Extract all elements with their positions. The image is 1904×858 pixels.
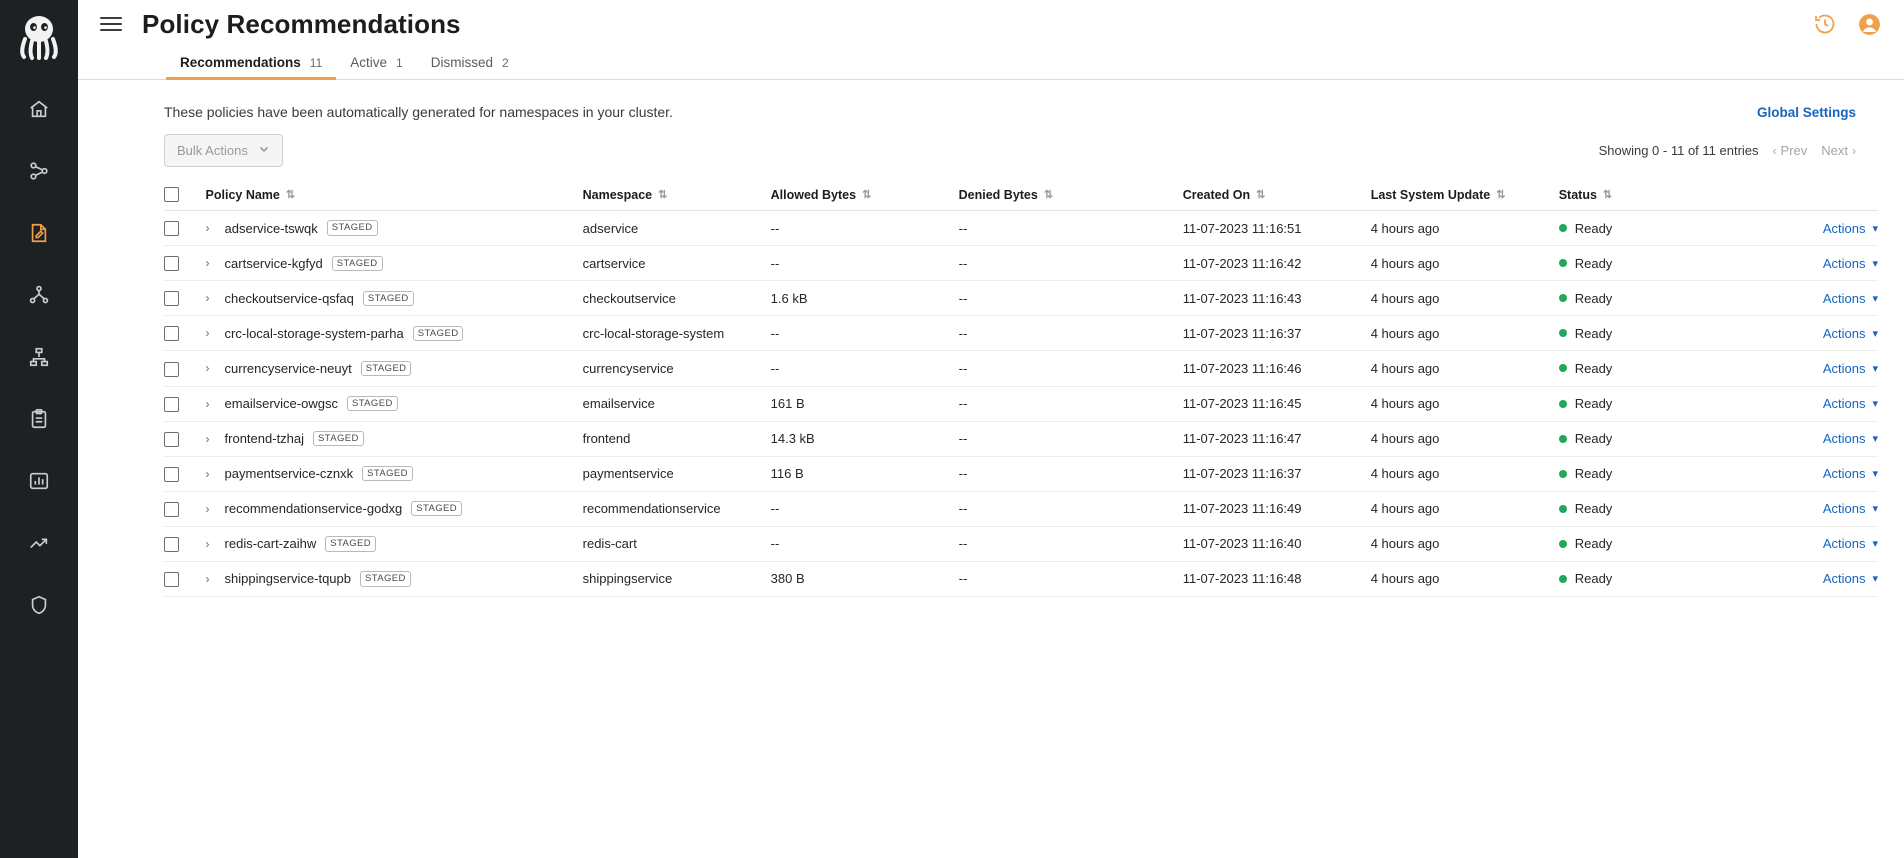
last-system-update-cell: 4 hours ago: [1371, 526, 1559, 561]
row-select-cell: [164, 316, 206, 351]
table-row: [164, 386, 1878, 421]
tab-bar: [78, 44, 1904, 80]
tab-recommendations-count: 11: [309, 56, 323, 70]
status-label: Ready: [1574, 431, 1613, 447]
row-actions-button[interactable]: [1747, 396, 1878, 411]
actions-cell: [1747, 386, 1878, 421]
policy-name-cell: [206, 351, 583, 386]
actions-cell: [1747, 491, 1878, 526]
status-cell: [1559, 561, 1747, 596]
sidebar-item-analytics[interactable]: [16, 458, 62, 504]
actions-cell: [1747, 316, 1878, 351]
row-checkbox[interactable]: [164, 467, 179, 482]
actions-cell: [1747, 526, 1878, 561]
chevron-left-icon: ‹: [1772, 143, 1777, 158]
sort-icon[interactable]: ⇅: [1496, 189, 1505, 202]
column-status-label: Status: [1558, 187, 1597, 202]
chevron-right-icon: ›: [1852, 143, 1856, 158]
column-actions: [1747, 181, 1878, 211]
denied-bytes-cell: --: [959, 456, 1183, 491]
table-row: [164, 351, 1878, 386]
namespace-cell: adservice: [583, 211, 771, 246]
status-label: Ready: [1574, 536, 1613, 552]
policy-name-cell: [206, 421, 583, 456]
status-dot: [1559, 435, 1567, 443]
status-label: Ready: [1574, 466, 1613, 482]
table-row: [164, 491, 1878, 526]
namespace-cell: currencyservice: [583, 351, 771, 386]
row-actions-button[interactable]: [1747, 501, 1878, 516]
status-badge-staged: STAGED: [325, 536, 376, 552]
expand-row-icon[interactable]: ›: [205, 431, 210, 446]
actions-cell: [1747, 456, 1878, 491]
sidebar-item-security[interactable]: [16, 582, 62, 628]
policy-name-cell: [206, 561, 583, 596]
chart-bar-icon: [28, 470, 50, 492]
chevron-down-icon: ▾: [1872, 503, 1878, 516]
entries-count: Showing 0 - 11 of 11 entries: [1598, 143, 1759, 158]
created-on-cell: 11-07-2023 11:16:40: [1183, 526, 1371, 561]
allowed-bytes-cell: 1.6 kB: [771, 281, 959, 316]
policy-name-label: paymentservice-cznxk: [224, 466, 354, 482]
column-allowed-bytes[interactable]: [771, 181, 959, 211]
allowed-bytes-cell: 116 B: [771, 456, 959, 491]
page-title: Policy Recommendations: [142, 9, 461, 39]
created-on-cell: 11-07-2023 11:16:47: [1183, 421, 1371, 456]
status-label: Ready: [1574, 360, 1613, 376]
status-cell: [1559, 386, 1747, 421]
status-badge-staged: STAGED: [347, 396, 398, 412]
column-denied-bytes-label: Denied Bytes: [958, 187, 1038, 202]
policy-name-cell: [206, 246, 583, 281]
row-select-cell: [164, 491, 206, 526]
tab-dismissed-count: 2: [501, 56, 509, 70]
status-cell: [1559, 491, 1747, 526]
namespace-cell: shippingservice: [583, 561, 771, 596]
policy-name-cell: [206, 211, 583, 246]
table-row: [164, 526, 1878, 561]
row-actions-button[interactable]: [1747, 361, 1878, 376]
table-header: [164, 181, 1878, 211]
sidebar-item-inventory[interactable]: [16, 334, 62, 380]
status-badge-staged: STAGED: [360, 571, 411, 587]
row-select-cell: [164, 351, 206, 386]
status-dot: [1559, 294, 1567, 302]
row-actions-label: Actions: [1822, 255, 1866, 271]
policy-name-label: crc-local-storage-system-parha: [224, 325, 404, 341]
expand-row-icon[interactable]: ›: [205, 221, 210, 236]
last-system-update-cell: 4 hours ago: [1371, 386, 1559, 421]
denied-bytes-cell: --: [959, 211, 1183, 246]
policy-name-cell: [206, 491, 583, 526]
sidebar-item-trends[interactable]: [16, 520, 62, 566]
trending-up-icon: [28, 532, 50, 554]
status-dot: [1559, 364, 1567, 372]
last-system-update-cell: 4 hours ago: [1371, 456, 1559, 491]
account-circle-icon[interactable]: [1856, 11, 1882, 37]
namespace-cell: emailservice: [583, 386, 771, 421]
denied-bytes-cell: --: [959, 491, 1183, 526]
denied-bytes-cell: --: [959, 246, 1183, 281]
status-badge-staged: STAGED: [413, 326, 464, 342]
select-all-header: [164, 181, 206, 211]
column-created-on[interactable]: [1183, 181, 1371, 211]
sort-icon[interactable]: ⇅: [1256, 189, 1265, 202]
expand-row-icon[interactable]: ›: [205, 396, 210, 411]
chevron-down-icon: ▾: [1872, 327, 1878, 340]
status-label: Ready: [1574, 290, 1613, 306]
namespace-cell: redis-cart: [583, 526, 771, 561]
page-description: These policies have been automatically generated for namespaces in your cluster.: [164, 104, 673, 120]
allowed-bytes-cell: --: [771, 211, 959, 246]
sidebar-item-reports[interactable]: [16, 396, 62, 442]
column-created-on-label: Created On: [1182, 187, 1251, 202]
status-badge-staged: STAGED: [332, 256, 383, 272]
policy-name-label: recommendationservice-godxg: [224, 501, 403, 517]
network-node-icon: [28, 160, 50, 182]
allowed-bytes-cell: 14.3 kB: [771, 421, 959, 456]
row-actions-label: Actions: [1822, 290, 1866, 306]
last-system-update-cell: 4 hours ago: [1371, 281, 1559, 316]
chevron-down-icon: ▾: [1872, 433, 1878, 446]
last-system-update-cell: 4 hours ago: [1371, 421, 1559, 456]
expand-row-icon[interactable]: ›: [205, 466, 210, 481]
allowed-bytes-cell: --: [771, 246, 959, 281]
created-on-cell: 11-07-2023 11:16:49: [1183, 491, 1371, 526]
row-actions-label: Actions: [1822, 396, 1866, 412]
status-cell: [1559, 211, 1747, 246]
row-select-cell: [164, 456, 206, 491]
status-cell: [1559, 526, 1747, 561]
status-badge-staged: STAGED: [362, 466, 413, 482]
policy-name-cell: [206, 456, 583, 491]
policy-name-label: shippingservice-tqupb: [224, 571, 351, 587]
actions-cell: [1747, 421, 1878, 456]
tab-recommendations-label: Recommendations: [180, 55, 301, 70]
last-system-update-cell: 4 hours ago: [1371, 246, 1559, 281]
last-system-update-cell: 4 hours ago: [1371, 491, 1559, 526]
created-on-cell: 11-07-2023 11:16:42: [1183, 246, 1371, 281]
expand-row-icon[interactable]: ›: [205, 326, 210, 341]
chevron-down-icon: ▾: [1872, 468, 1878, 481]
policy-name-label: currencyservice-neuyt: [224, 360, 352, 376]
status-dot: [1559, 505, 1567, 513]
row-checkbox[interactable]: [164, 256, 179, 271]
prev-page-label: Prev: [1780, 143, 1808, 158]
policy-name-cell: [206, 281, 583, 316]
row-actions-label: Actions: [1822, 501, 1866, 517]
table-row: [164, 246, 1878, 281]
created-on-cell: 11-07-2023 11:16:37: [1183, 456, 1371, 491]
row-checkbox[interactable]: [164, 326, 179, 341]
row-checkbox[interactable]: [164, 397, 179, 412]
column-denied-bytes[interactable]: [959, 181, 1183, 211]
expand-row-icon[interactable]: ›: [205, 571, 210, 586]
tab-dismissed[interactable]: [417, 44, 523, 79]
allowed-bytes-cell: 161 B: [771, 386, 959, 421]
column-policy-name-label: Policy Name: [205, 187, 280, 202]
sort-icon[interactable]: ⇅: [285, 189, 295, 202]
row-checkbox[interactable]: [164, 291, 179, 306]
created-on-cell: 11-07-2023 11:16:37: [1183, 316, 1371, 351]
global-settings-link[interactable]: Global Settings: [1756, 104, 1856, 120]
namespace-cell: checkoutservice: [583, 281, 771, 316]
table-row: [164, 211, 1878, 246]
created-on-cell: 11-07-2023 11:16:48: [1183, 561, 1371, 596]
allowed-bytes-cell: 380 B: [771, 561, 959, 596]
row-actions-label: Actions: [1822, 466, 1866, 482]
status-label: Ready: [1574, 325, 1613, 341]
status-label: Ready: [1574, 220, 1613, 236]
status-badge-staged: STAGED: [313, 431, 364, 447]
denied-bytes-cell: --: [959, 561, 1183, 596]
chevron-down-icon: ▾: [1872, 573, 1878, 586]
policy-table: [164, 181, 1878, 597]
row-actions-label: Actions: [1822, 325, 1866, 341]
status-label: Ready: [1574, 255, 1613, 271]
hamburger-menu-icon[interactable]: [100, 11, 126, 37]
chevron-down-icon: ▾: [1872, 538, 1878, 551]
tab-active[interactable]: [336, 44, 416, 79]
share-nodes-icon: [28, 284, 50, 306]
sort-icon[interactable]: ⇅: [1043, 189, 1053, 202]
policy-name-label: emailservice-owgsc: [224, 396, 338, 412]
status-dot: [1559, 329, 1567, 337]
policy-name-cell: [206, 316, 583, 351]
row-actions-button[interactable]: [1747, 431, 1878, 446]
last-system-update-cell: 4 hours ago: [1371, 351, 1559, 386]
column-namespace-label: Namespace: [582, 187, 653, 202]
chevron-down-icon: ▾: [1872, 257, 1878, 270]
status-dot: [1559, 259, 1567, 267]
row-actions-button[interactable]: [1747, 326, 1878, 341]
status-cell: [1559, 456, 1747, 491]
status-dot: [1559, 224, 1567, 232]
column-allowed-bytes-label: Allowed Bytes: [770, 187, 857, 202]
row-checkbox[interactable]: [164, 362, 179, 377]
clipboard-list-icon: [28, 408, 50, 430]
policy-name-label: frontend-tzhaj: [224, 431, 305, 447]
actions-cell: [1747, 561, 1878, 596]
actions-cell: [1747, 351, 1878, 386]
row-select-cell: [164, 386, 206, 421]
status-cell: [1559, 421, 1747, 456]
row-actions-button[interactable]: [1747, 536, 1878, 551]
sidebar-item-policies[interactable]: [16, 210, 62, 256]
column-last-system-update-label: Last System Update: [1370, 187, 1491, 202]
chevron-down-icon: ▾: [1872, 362, 1878, 375]
actions-cell: [1747, 281, 1878, 316]
sitemap-icon: [28, 346, 50, 368]
denied-bytes-cell: --: [959, 316, 1183, 351]
policy-table-container: [78, 167, 1904, 597]
status-label: Ready: [1574, 501, 1613, 517]
row-checkbox[interactable]: [164, 502, 179, 517]
row-checkbox[interactable]: [164, 221, 179, 236]
row-actions-button[interactable]: [1747, 571, 1878, 586]
next-page-button[interactable]: [1821, 143, 1856, 158]
table-row: [164, 281, 1878, 316]
row-actions-label: Actions: [1822, 571, 1866, 587]
namespace-cell: recommendationservice: [583, 491, 771, 526]
main-content: [78, 0, 1904, 858]
tab-dismissed-label: Dismissed: [430, 55, 493, 70]
row-checkbox[interactable]: [164, 572, 179, 587]
last-system-update-cell: 4 hours ago: [1371, 561, 1559, 596]
chevron-down-icon: ▾: [1872, 292, 1878, 305]
chevron-down-icon: [258, 143, 270, 158]
last-system-update-cell: 4 hours ago: [1371, 211, 1559, 246]
status-dot: [1559, 470, 1567, 478]
sort-icon[interactable]: ⇅: [658, 189, 667, 202]
sidebar: [0, 0, 78, 858]
row-actions-label: Actions: [1822, 431, 1866, 447]
status-dot: [1559, 540, 1567, 548]
denied-bytes-cell: --: [959, 351, 1183, 386]
denied-bytes-cell: --: [959, 281, 1183, 316]
tab-active-count: 1: [396, 56, 403, 70]
denied-bytes-cell: --: [959, 421, 1183, 456]
status-cell: [1559, 246, 1747, 281]
allowed-bytes-cell: --: [771, 526, 959, 561]
policy-name-label: cartservice-kgfyd: [224, 255, 323, 271]
status-label: Ready: [1574, 571, 1613, 587]
status-label: Ready: [1574, 396, 1613, 412]
allowed-bytes-cell: --: [771, 491, 959, 526]
row-actions-button[interactable]: [1747, 256, 1878, 271]
tab-active-label: Active: [350, 55, 388, 70]
namespace-cell: paymentservice: [583, 456, 771, 491]
status-badge-staged: STAGED: [327, 220, 378, 236]
sort-icon[interactable]: ⇅: [1602, 189, 1612, 202]
row-actions-label: Actions: [1822, 220, 1866, 236]
policy-name-cell: [206, 526, 583, 561]
sidebar-item-home[interactable]: [16, 86, 62, 132]
expand-row-icon[interactable]: ›: [205, 256, 210, 271]
row-checkbox[interactable]: [164, 537, 179, 552]
policy-name-label: checkoutservice-qsfaq: [224, 290, 354, 306]
status-cell: [1559, 281, 1747, 316]
pagination: [1599, 143, 1882, 158]
denied-bytes-cell: --: [959, 386, 1183, 421]
status-cell: [1559, 351, 1747, 386]
chevron-down-icon: ▾: [1872, 398, 1878, 411]
table-row: [164, 316, 1878, 351]
actions-cell: [1747, 246, 1878, 281]
last-system-update-cell: 4 hours ago: [1371, 316, 1559, 351]
row-actions-button[interactable]: [1747, 466, 1878, 481]
status-dot: [1559, 400, 1567, 408]
namespace-cell: crc-local-storage-system: [583, 316, 771, 351]
status-cell: [1559, 316, 1747, 351]
toolbar-row: [78, 120, 1904, 167]
expand-row-icon[interactable]: ›: [205, 291, 210, 306]
status-dot: [1559, 575, 1567, 583]
row-actions-label: Actions: [1822, 536, 1866, 552]
status-badge-staged: STAGED: [411, 501, 462, 517]
policy-name-label: adservice-tswqk: [224, 220, 318, 236]
row-select-cell: [164, 281, 206, 316]
bulk-actions-label: Bulk Actions: [177, 143, 248, 158]
row-actions-button[interactable]: [1747, 291, 1878, 306]
policy-name-cell: [206, 386, 583, 421]
allowed-bytes-cell: --: [771, 316, 959, 351]
sidebar-item-topology[interactable]: [16, 272, 62, 318]
row-select-cell: [164, 421, 206, 456]
allowed-bytes-cell: --: [771, 351, 959, 386]
expand-row-icon[interactable]: ›: [205, 361, 210, 376]
row-checkbox[interactable]: [164, 432, 179, 447]
status-badge-staged: STAGED: [361, 361, 412, 377]
column-policy-name[interactable]: [206, 181, 583, 211]
column-namespace[interactable]: [583, 181, 771, 211]
namespace-cell: frontend: [583, 421, 771, 456]
next-page-label: Next: [1821, 143, 1848, 158]
row-select-cell: [164, 526, 206, 561]
table-row: [164, 421, 1878, 456]
created-on-cell: 11-07-2023 11:16:46: [1183, 351, 1371, 386]
status-badge-staged: STAGED: [363, 291, 414, 307]
prev-page-button[interactable]: [1773, 143, 1808, 158]
expand-row-icon[interactable]: ›: [205, 536, 210, 551]
column-last-system-update[interactable]: [1371, 181, 1559, 211]
policy-name-label: redis-cart-zaihw: [224, 536, 317, 552]
policy-edit-icon: [28, 222, 50, 244]
shield-icon: [28, 594, 50, 616]
table-row: [164, 456, 1878, 491]
namespace-cell: cartservice: [583, 246, 771, 281]
chevron-down-icon: ▾: [1872, 222, 1878, 235]
select-all-checkbox[interactable]: [164, 187, 179, 202]
topbar-actions: [1812, 11, 1882, 37]
row-select-cell: [164, 561, 206, 596]
description-row: [78, 80, 1904, 120]
row-actions-button[interactable]: [1747, 221, 1878, 236]
denied-bytes-cell: --: [959, 526, 1183, 561]
topbar: [78, 0, 1904, 44]
sidebar-item-network[interactable]: [16, 148, 62, 194]
table-body: [164, 211, 1878, 597]
tab-recommendations[interactable]: [166, 44, 336, 79]
history-icon[interactable]: [1812, 11, 1838, 37]
expand-row-icon[interactable]: ›: [205, 501, 210, 516]
created-on-cell: 11-07-2023 11:16:45: [1183, 386, 1371, 421]
created-on-cell: 11-07-2023 11:16:43: [1183, 281, 1371, 316]
created-on-cell: 11-07-2023 11:16:51: [1183, 211, 1371, 246]
column-status[interactable]: [1559, 181, 1747, 211]
home-icon: [28, 98, 50, 120]
sort-icon[interactable]: ⇅: [862, 189, 871, 202]
table-row: [164, 561, 1878, 596]
actions-cell: [1747, 211, 1878, 246]
octopus-logo: [10, 6, 68, 64]
bulk-actions-button[interactable]: [164, 134, 283, 167]
row-select-cell: [164, 211, 206, 246]
row-actions-label: Actions: [1822, 360, 1866, 376]
row-select-cell: [164, 246, 206, 281]
